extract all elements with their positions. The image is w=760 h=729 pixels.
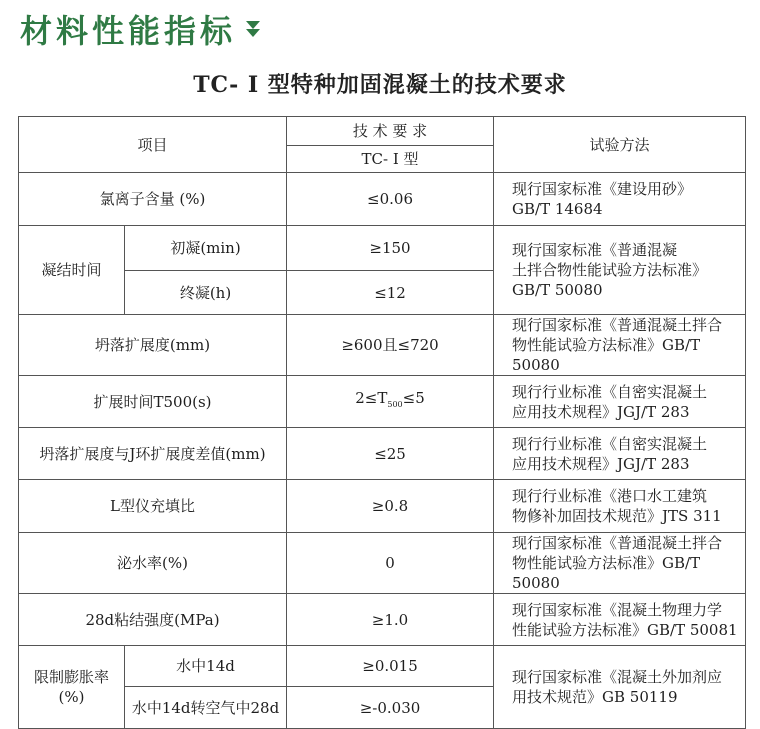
item-cell: 终凝(h) (125, 271, 287, 315)
item-cell: 扩展时间T500(s) (19, 376, 287, 428)
spec-table (18, 116, 746, 729)
item-cell: 初凝(min) (125, 226, 287, 271)
item-cell: 水中14d转空气中28d (125, 687, 287, 729)
table-row (19, 594, 746, 646)
triangle-down-icon (244, 19, 262, 39)
item-cell: L型仪充填比 (19, 480, 287, 533)
method-cell (494, 226, 746, 315)
method-cell (494, 594, 746, 646)
item-cell: 28d粘结强度(MPa) (19, 594, 287, 646)
method-line: 现行国家标准《混凝土外加剂应 (512, 668, 723, 686)
group-line: 限制膨胀率 (33, 668, 109, 686)
item-cell: 坍落扩展度(mm) (19, 315, 287, 376)
method-line: 现行国家标准《混凝土物理力学 (512, 600, 723, 619)
table-header-row (19, 117, 746, 146)
method-line: 现行国家标准《普通混凝 (512, 241, 678, 259)
method-cell (494, 173, 746, 226)
method-line: 现行行业标准《自密实混凝土 (512, 434, 708, 453)
method-line: 应用技术规程》JGJ/T 283 (512, 402, 690, 421)
value-cell: ≤12 (287, 271, 494, 315)
method-cell (494, 480, 746, 533)
header-tech-req: 技 术 要 求 (287, 117, 494, 146)
value-cell: ≤0.06 (287, 173, 494, 226)
method-cell (494, 315, 746, 376)
method-line: 应用技术规程》JGJ/T 283 (512, 454, 690, 473)
method-line: 现行国家标准《建设用砂》 (512, 180, 693, 198)
header-item: 项目 (19, 117, 287, 173)
method-line: 土拌合物性能试验方法标准》 (512, 261, 708, 279)
value-cell: 0 (287, 533, 494, 594)
item-cell: 泌水率(%) (19, 533, 287, 594)
header-model: TC- I 型 (287, 146, 494, 173)
table-row (19, 533, 746, 594)
value-cell: ≥1.0 (287, 594, 494, 646)
table-row (19, 376, 746, 428)
method-line: 物性能试验方法标准》GB/T 50080 (512, 554, 701, 592)
table-row (19, 226, 746, 271)
method-cell (494, 428, 746, 480)
table-row (19, 646, 746, 687)
header-method: 试验方法 (494, 117, 746, 173)
method-cell (494, 533, 746, 594)
method-line: GB/T 50080 (512, 281, 603, 299)
method-line: 物性能试验方法标准》GB/T 50080 (512, 336, 701, 374)
value-sub: 500 (387, 400, 403, 409)
table-row (19, 173, 746, 226)
value-cell: ≥0.015 (287, 646, 494, 687)
table-row (19, 315, 746, 376)
method-line: 物修补加固技术规范》JTS 311 (512, 507, 722, 525)
method-line: 用技术规范》GB 50119 (512, 688, 678, 706)
method-cell (494, 376, 746, 428)
value-cell: ≥600且≤720 (287, 315, 494, 376)
group-line: (%) (58, 688, 85, 706)
value-cell: ≥0.8 (287, 480, 494, 533)
item-cell: 氯离子含量 (%) (19, 173, 287, 226)
method-line: 现行国家标准《普通混凝土拌合 (512, 316, 723, 334)
value-cell: ≥150 (287, 226, 494, 271)
method-line: 现行行业标准《自密实混凝土 (512, 382, 708, 401)
value-cell (287, 376, 494, 428)
group-cell (19, 646, 125, 729)
section-header (20, 6, 262, 52)
value-post: ≤5 (402, 389, 425, 407)
value-pre: 2≤T (355, 389, 388, 407)
method-cell (494, 646, 746, 729)
method-line: 现行国家标准《普通混凝土拌合 (512, 534, 723, 552)
table-row (19, 428, 746, 480)
value-cell: ≥-0.030 (287, 687, 494, 729)
method-line: GB/T 14684 (512, 200, 603, 218)
section-title: 材料性能指标 (20, 12, 237, 50)
item-cell: 水中14d (125, 646, 287, 687)
value-cell: ≤25 (287, 428, 494, 480)
table-row (19, 480, 746, 533)
item-cell: 坍落扩展度与J环扩展度差值(mm) (19, 428, 287, 480)
document-title: TC- I 型特种加固混凝土的技术要求 (193, 72, 567, 98)
method-line: 现行行业标准《港口水工建筑 (512, 487, 708, 505)
group-cell: 凝结时间 (19, 226, 125, 315)
method-line: 性能试验方法标准》GB/T 50081 (512, 620, 738, 639)
